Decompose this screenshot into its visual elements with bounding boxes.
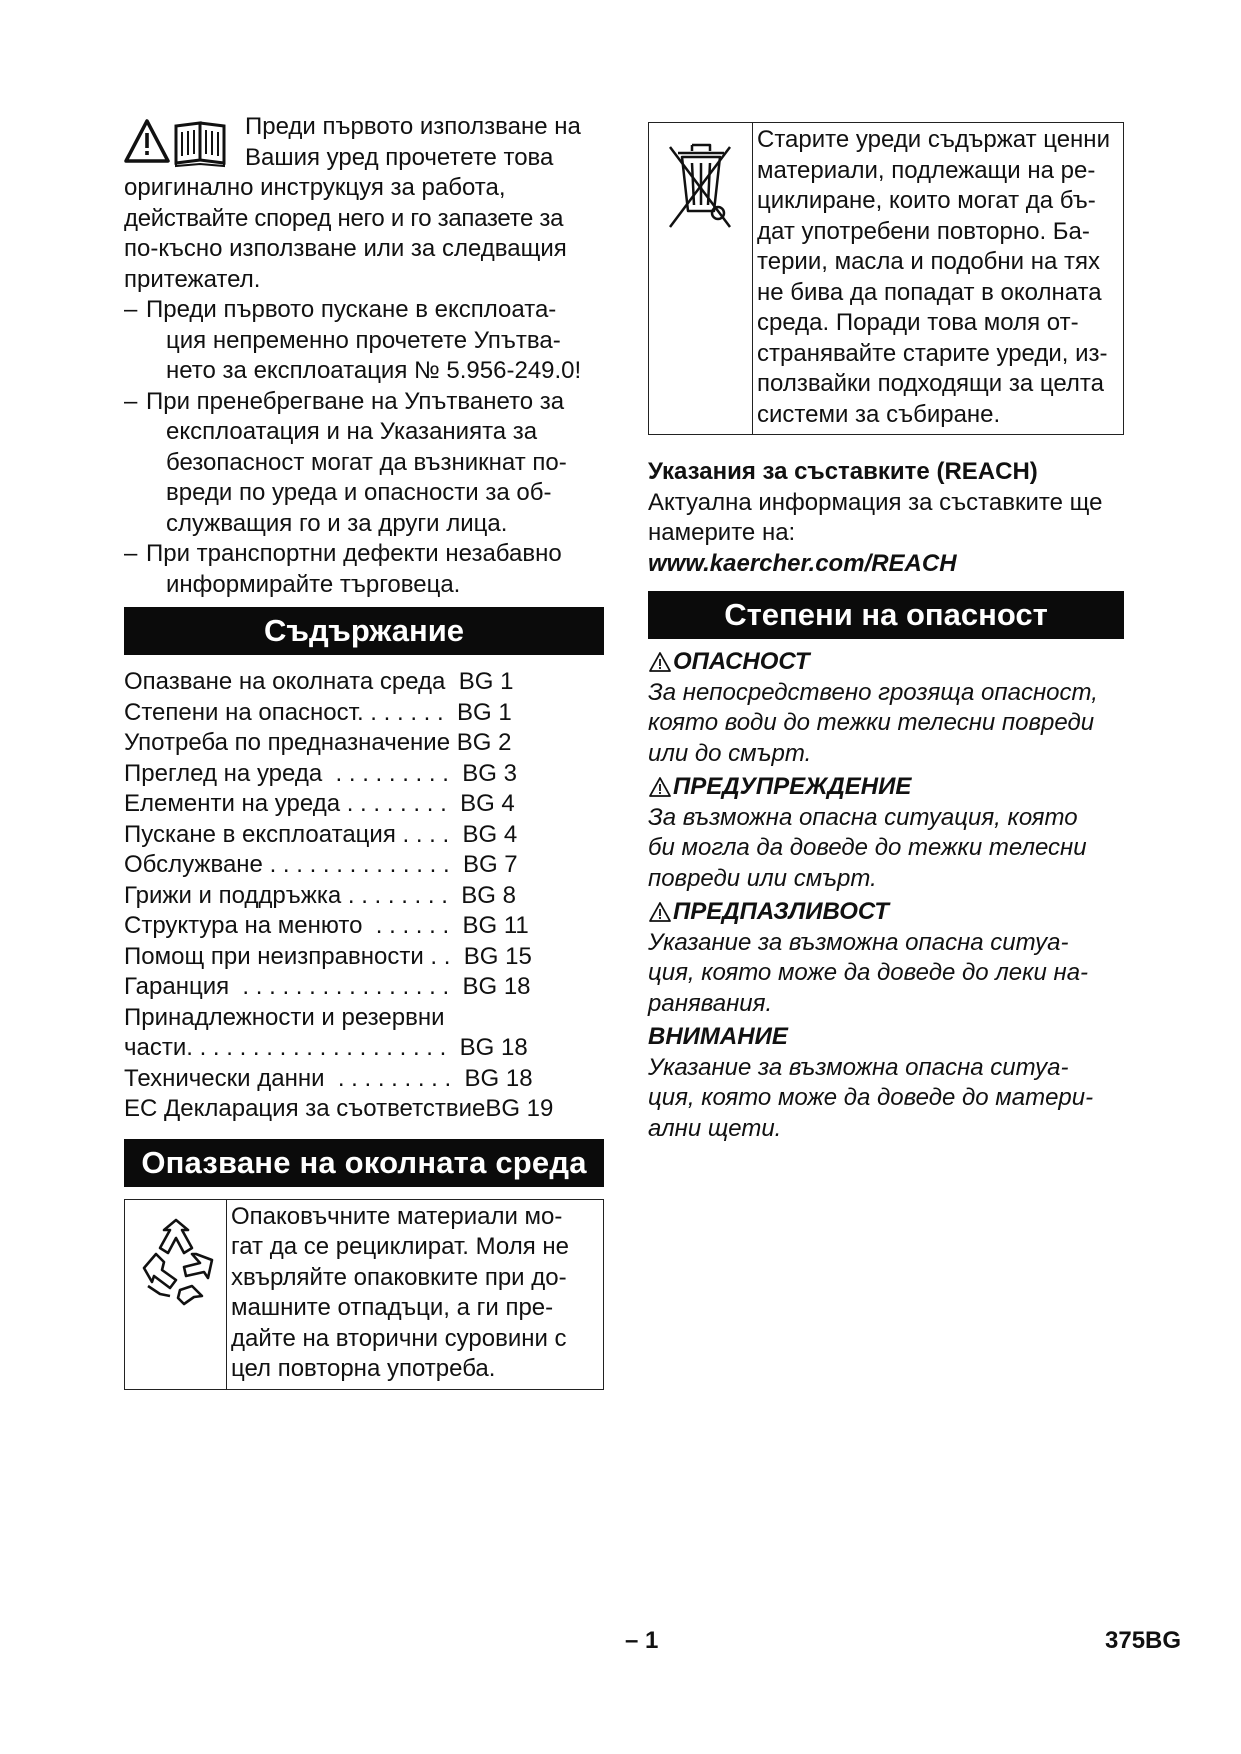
packaging-text: [227, 1200, 603, 1389]
note-line: нето за експлоатация № 5.956-249.0!: [166, 357, 582, 384]
level-text-line: ция, която може да доведе до леки на-: [648, 959, 1089, 986]
toc-entry-page: BG 4: [460, 790, 515, 817]
reach-section: [648, 457, 1124, 579]
danger-levels-heading: Степени на опасност: [648, 591, 1124, 639]
toc-entry-label: Преглед на уреда . . . . . . . . .: [124, 759, 463, 787]
reach-text-line: Актуална информация за съставките ще: [648, 488, 1103, 516]
packaging-line: хвърляйте опаковките при до-: [231, 1263, 567, 1291]
packaging-line: машните отпадъци, а ги пре-: [231, 1294, 554, 1321]
warning-triangle-icon: [648, 776, 672, 798]
toc-entry-page: BG 4: [462, 820, 518, 848]
toc-entry-page: BG 3: [462, 759, 517, 787]
toc-entry-page: BG 19: [485, 1095, 554, 1122]
old-devices-box: [648, 122, 1124, 435]
packaging-line: Опаковъчните материали мо-: [231, 1202, 563, 1230]
toc-entry-page: BG 15: [463, 942, 532, 970]
toc-entry[interactable]: [124, 759, 604, 790]
level-title-text: ПРЕДУПРЕЖДЕНИЕ: [673, 773, 912, 800]
old-devices-line: Старите уреди съдържат ценни: [757, 126, 1110, 153]
note-line: Преди първото пускане в експлоата-: [146, 296, 557, 323]
toc-entry[interactable]: [124, 667, 604, 698]
warning-read-manual-icon: [124, 118, 236, 168]
toc-entry-page: BG 18: [462, 973, 531, 1000]
level-attention-text: [648, 1053, 1124, 1145]
toc-entry-page: BG 7: [462, 851, 518, 878]
crossed-out-bin-icon: [664, 135, 738, 235]
toc-entry[interactable]: [124, 972, 604, 1003]
level-attention-title: [648, 1022, 1124, 1053]
level-text-line: би могла да доведе до тежки телесни: [648, 834, 1087, 861]
old-devices-line: материали, подлежащи на ре-: [757, 156, 1096, 184]
safety-note: [124, 387, 604, 540]
old-devices-line: не бива да попадат в околната: [757, 278, 1102, 306]
toc-entry[interactable]: [124, 881, 604, 912]
toc-entry-label: Елементи на уреда . . . . . . . .: [124, 790, 461, 817]
toc-entry-label: Употреба по предназначение: [124, 729, 457, 756]
old-devices-line: среда. Поради това моля от-: [757, 309, 1079, 336]
old-devices-line: странявайте старите уреди, из-: [757, 339, 1108, 367]
warning-triangle-icon: [648, 651, 672, 673]
table-of-contents: [124, 667, 604, 1125]
intro-line: Преди първото използване на: [245, 113, 581, 140]
warning-triangle-icon: [648, 901, 672, 923]
level-text-line: ранявания.: [648, 989, 773, 1017]
old-devices-line: терии, масла и подобни на тях: [757, 248, 1101, 275]
toc-entry[interactable]: [124, 1064, 604, 1095]
toc-entry-page: BG 8: [461, 881, 516, 909]
weee-icon-cell: [649, 123, 753, 434]
document-code: 375BG: [1105, 1627, 1182, 1654]
toc-entry-label: Гаранция . . . . . . . . . . . . . . . .: [124, 973, 463, 1000]
packaging-line: дайте на вторични суровини с: [231, 1324, 567, 1352]
toc-entry[interactable]: [124, 1094, 604, 1125]
dash-bullet: –: [124, 387, 138, 415]
intro-block: [124, 112, 604, 600]
toc-entry[interactable]: [124, 850, 604, 881]
level-text-line: Указание за възможна опасна ситуа-: [648, 928, 1069, 956]
note-line: При пренебрегване на Упътването за: [146, 387, 565, 415]
toc-entry-page: BG 1: [457, 698, 512, 726]
dash-bullet: –: [124, 296, 138, 323]
safety-note: [124, 295, 604, 387]
toc-entry[interactable]: [124, 698, 604, 729]
intro-line: действайте според него и го запазете за: [124, 204, 564, 232]
intro-line: оригинално инструкцуя за работа,: [124, 174, 506, 201]
level-title-text: ОПАСНОСТ: [673, 648, 810, 675]
toc-entry-label: Грижи и поддръжка . . . . . . . .: [124, 881, 462, 909]
danger-levels: [648, 647, 1124, 1144]
old-devices-line: дат употребени повторно. Ба-: [757, 217, 1090, 245]
note-line: безопасност могат да възникнат по-: [166, 448, 567, 476]
level-caution-title: [648, 897, 1124, 928]
level-title-text: ВНИМАНИЕ: [648, 1023, 788, 1050]
level-text-line: ция, която може да доведе до матери-: [648, 1084, 1094, 1111]
dash-bullet: –: [124, 540, 138, 567]
safety-notes-list: [124, 295, 604, 600]
left-column: [124, 112, 604, 1390]
right-column: [648, 112, 1124, 1147]
level-text-line: ални щети.: [648, 1114, 782, 1142]
reach-text-line: намерите на:: [648, 519, 796, 546]
level-text-line: която води до тежки телесни повреди: [648, 709, 1095, 736]
toc-entry[interactable]: [124, 728, 604, 759]
packaging-recycling-box: [124, 1199, 604, 1390]
toc-entry-label: Степени на опасност. . . . . . .: [124, 698, 457, 726]
packaging-line: гат да се рециклират. Моля не: [231, 1233, 569, 1260]
toc-entry-page: BG 11: [462, 912, 529, 939]
note-line: ция непременно прочетете Упътва-: [166, 326, 561, 354]
intro-line: Вашия уред прочетете това: [245, 143, 554, 171]
level-text-line: За възможна опасна ситуация, която: [648, 803, 1078, 831]
level-danger-text: [648, 678, 1124, 770]
intro-line: по-късно използване или за следващия: [124, 235, 567, 262]
level-text-line: повреди или смърт.: [648, 864, 877, 892]
safety-note: [124, 539, 604, 600]
toc-entry-page: BG 18: [459, 1034, 528, 1061]
page-number: – 1: [625, 1627, 659, 1654]
level-warning-text: [648, 803, 1124, 895]
toc-entry-label: Помощ при неизправности . .: [124, 942, 464, 970]
toc-entry-label: Обслужване . . . . . . . . . . . . . .: [124, 851, 463, 878]
toc-entry-label: ЕС Декларация за съответствие: [124, 1095, 486, 1122]
toc-entry-label: Технически данни . . . . . . . . .: [124, 1064, 465, 1092]
note-line: експлоатация и на Указанията за: [166, 418, 538, 445]
old-devices-line: циклиране, които могат да бъ-: [757, 187, 1096, 214]
toc-heading: Съдържание: [124, 607, 604, 655]
level-text-line: За непосредствено грозяща опасност,: [648, 678, 1098, 706]
toc-entry[interactable]: [124, 820, 604, 851]
environment-heading: Опазване на околната среда: [124, 1139, 604, 1187]
recycling-icon-cell: [125, 1200, 227, 1389]
toc-entry[interactable]: [124, 1003, 604, 1064]
level-text-line: Указание за възможна опасна ситуа-: [648, 1053, 1069, 1081]
toc-entry-page: BG 18: [464, 1064, 533, 1092]
toc-entry-label: Пускане в експлоатация . . . .: [124, 820, 463, 848]
level-text-line: или до смърт.: [648, 739, 812, 767]
note-line: вреди по уреда и опасности за об-: [166, 479, 552, 506]
intro-line: притежател.: [124, 265, 261, 293]
level-danger-title: [648, 647, 1124, 678]
note-line: служващия го и за други лица.: [166, 509, 508, 537]
toc-entry-label: Опазване на околната среда: [124, 668, 459, 695]
toc-entry-page: BG 1: [458, 668, 514, 695]
old-devices-line: ползвайки подходящи за целта: [757, 370, 1104, 397]
reach-title: Указания за съставките (REACH): [648, 458, 1038, 485]
old-devices-text: [753, 123, 1123, 434]
recycling-icon: [134, 1216, 218, 1308]
level-caution-text: [648, 928, 1124, 1020]
packaging-line: цел повторна употреба.: [231, 1355, 496, 1382]
note-line: При транспортни дефекти незабавно: [146, 540, 562, 567]
toc-entry[interactable]: [124, 942, 604, 973]
toc-entry-label: Структура на менюто . . . . . .: [124, 912, 463, 939]
toc-entry-label: Принадлежности и резервни части. . . . . . . . . . . . . . . . . . . .: [124, 1003, 447, 1061]
toc-entry-page: BG 2: [456, 729, 512, 756]
old-devices-line: системи за събиране.: [757, 400, 1001, 428]
level-warning-title: [648, 772, 1124, 803]
level-title-text: ПРЕДПАЗЛИВОСТ: [673, 898, 889, 925]
toc-entry[interactable]: [124, 911, 604, 942]
reach-link[interactable]: www.kaercher.com/REACH: [648, 549, 957, 577]
note-line: информирайте търговеца.: [166, 570, 461, 598]
toc-entry[interactable]: [124, 789, 604, 820]
